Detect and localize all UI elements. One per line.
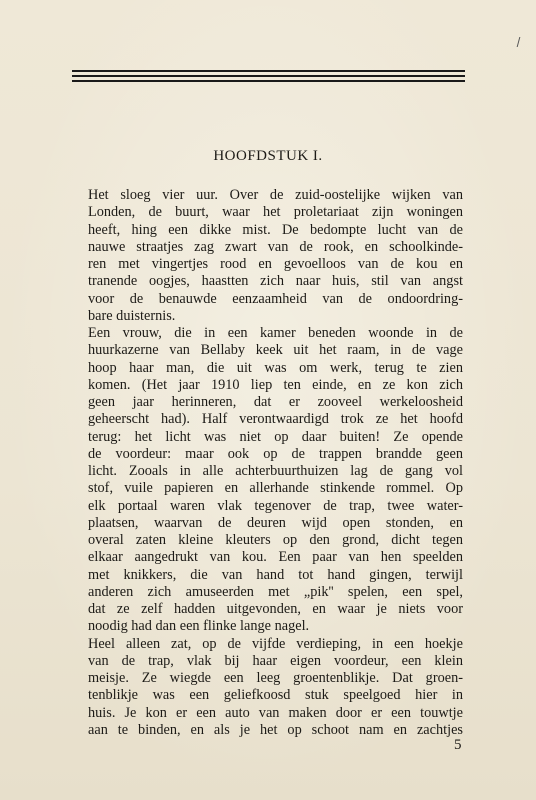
text-line: Londen, de buurt, waar het proletariaat zijn woningen [88,204,463,221]
text-line: voor de benauwde eenzaamheid van de ondoordring- [88,290,463,307]
text-line: licht. Zooals in alle achterbuurthuizen lag de gang vol [88,463,463,479]
text-line: heeft, hing een dikke mist. De bedompte lucht van de [88,221,463,238]
text-line: Heel alleen zat, op de vijfde verdieping, in een hoekje [88,635,463,652]
text-line: bare duisternis. [88,307,176,324]
text-line: huurkazerne van Bellaby keek uit het raam, in de vage [88,342,463,359]
text-line: plaatsen, waarvan de deuren wijd open stonden, en [88,514,463,531]
text-line: van de trap, vlak bij haar eigen voordeur, een klein [88,652,463,669]
header-rule [72,70,465,72]
text-line: overal zaten kleine kleuters op den grond, dicht tegen [88,532,463,548]
text-line: aan te binden, en als je het op schoot nam en zachtjes [88,721,463,738]
body-text [88,187,463,739]
text-line: stof, vuile papieren en allerhande stinkende rommel. Op [88,480,463,497]
text-line: meisje. Ze wiegde een leeg groentenblikje. Dat groen- [88,670,463,686]
chapter-title: HOOFDSTUK I. [213,148,323,164]
text-line: Een vrouw, die in een kamer beneden woonde in de [88,325,463,341]
text-line: elk portaal waren vlak tegenover de trap, twee water- [88,497,463,514]
header-rule [72,80,465,82]
text-line: komen. (Het jaar 1910 liep ten einde, en ze kon zich [88,376,463,393]
text-line: terug: het licht was niet op daar buiten! Ze opende [88,428,463,445]
text-line: dat ze zelf hadden uitgevonden, en waar je niets voor [88,601,463,617]
text-line: geen jaar herinneren, dat er zooveel werkeloosheid [88,394,463,410]
text-line: met knikkers, die van hand tot hand gingen, terwijl [88,566,463,583]
text-line: tenblikje was een geliefkoosd stuk speelgoed hier in [88,687,463,704]
text-line: Het sloeg vier uur. Over de zuid-oostelijke wijken van [88,187,463,203]
header-rule [72,75,465,77]
text-line: anderen zich amuseerden met „pik'' spelen, een spel, [88,583,463,600]
page-number: 5 [454,737,462,753]
text-line: ren met vingertjes rood en gevoelloos van de kou en [88,256,463,272]
header-rules [72,70,465,82]
text-line: huis. Je kon er een auto van maken door er een touwtje [88,704,463,721]
text-line: geheerscht had). Half verontwaardigd trok ze het hoofd [88,411,463,428]
ink-mark [517,37,525,47]
text-line: nauwe straatjes zag zwart van de rook, en schoolkinde- [88,238,463,255]
text-line: elkaar aangedrukt van kou. Een paar van hen speelden [88,549,463,566]
text-line: de voordeur: maar ook op de trappen brandde geen [88,445,463,462]
text-line: noodig had dan een flinke lange nagel. [88,618,310,635]
text-line: tranende oogjes, haastten zich naar huis, stil van angst [88,273,463,290]
text-line: hoop haar man, die uit was om werk, terug te zien [88,359,463,376]
